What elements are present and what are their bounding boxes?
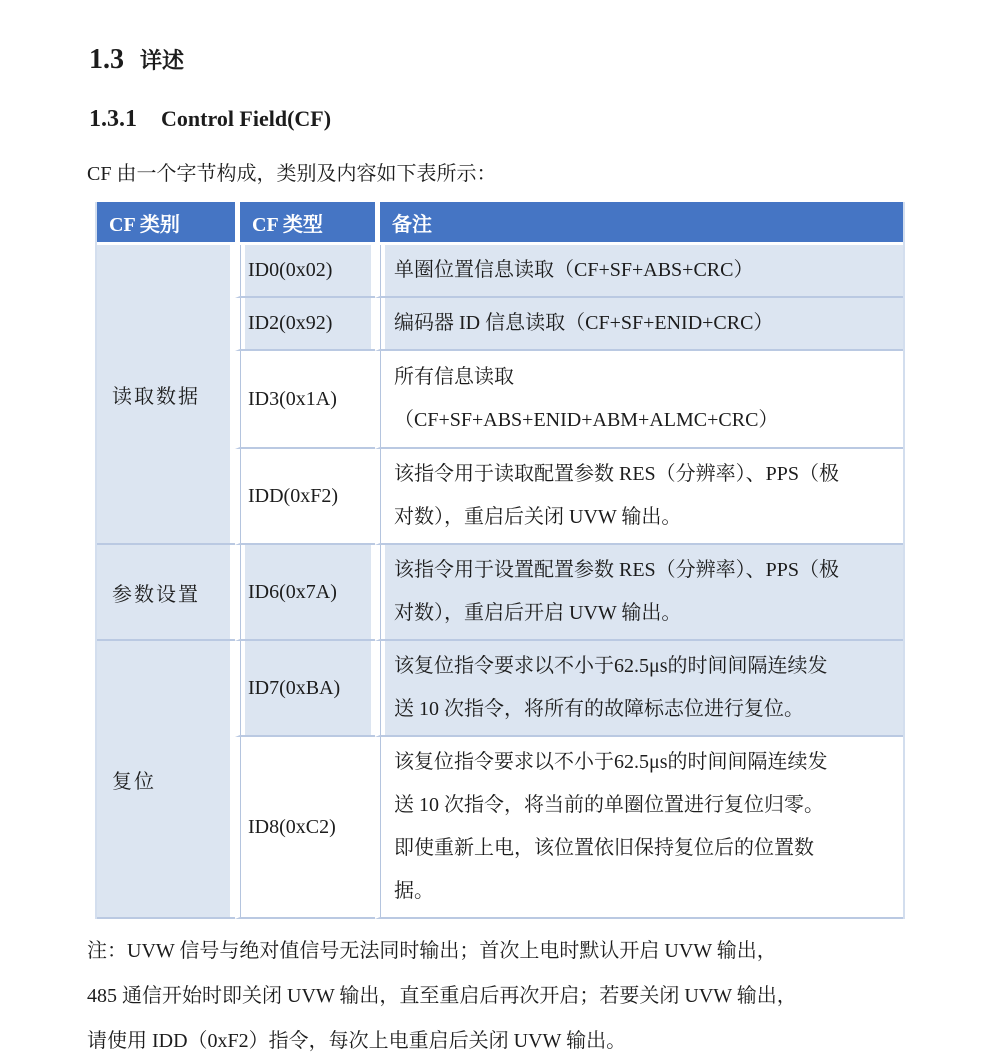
remark-line: 该指令用于读取配置参数 RES（分辨率）、PPS（极 (394, 463, 840, 485)
category-cell: 复位 (97, 641, 235, 919)
section-number: 1.3 (89, 44, 124, 75)
note-line: 485 通信开始时即关闭 UVW 输出，直至重启后再次开启；若要关闭 UVW 输出， (87, 985, 797, 1007)
remark-line: 编码器 ID 信息读取（CF+SF+ENID+CRC） (394, 312, 774, 334)
type-cell: ID8(0xC2) (235, 737, 375, 919)
table-row (97, 545, 903, 641)
section-title: 详述 (140, 48, 185, 73)
type-cell: ID0(0x02) (235, 245, 375, 298)
header-cell-remark: 备注 (375, 202, 903, 245)
remark-line: 对数），重启后关闭 UVW 输出。 (394, 506, 682, 528)
header-cell-type: CF 类型 (235, 202, 375, 245)
table-row (97, 245, 903, 298)
remark-line: 该复位指令要求以不小于62.5μs的时间间隔连续发 (394, 751, 828, 773)
type-cell: ID3(0x1A) (235, 351, 375, 449)
table-row (97, 641, 903, 737)
remark-line: 单圈位置信息读取（CF+SF+ABS+CRC） (394, 259, 754, 281)
type-cell: ID7(0xBA) (235, 641, 375, 737)
remark-cell (375, 449, 903, 545)
remark-cell (375, 351, 903, 449)
subsection-number: 1.3.1 (89, 106, 137, 132)
remark-cell (375, 298, 903, 351)
remark-cell (375, 245, 903, 298)
remark-line: 该指令用于设置配置参数 RES（分辨率）、PPS（极 (394, 559, 840, 581)
table-header-row (97, 202, 903, 245)
remark-line: 该复位指令要求以不小于62.5μs的时间间隔连续发 (394, 655, 828, 677)
remark-line: 即使重新上电，该位置依旧保持复位后的位置数 (394, 837, 814, 859)
remark-line: 对数），重启后开启 UVW 输出。 (394, 602, 682, 624)
category-cell: 读取数据 (97, 245, 235, 545)
remark-line: 送 10 次指令，将当前的单圈位置进行复位归零。 (394, 794, 824, 816)
note-line: 注：UVW 信号与绝对值信号无法同时输出；首次上电时默认开启 UVW 输出， (87, 940, 777, 962)
section-heading (89, 44, 905, 76)
category-cell: 参数设置 (97, 545, 235, 641)
type-cell: IDD(0xF2) (235, 449, 375, 545)
remark-line: 据。 (394, 880, 434, 902)
note-paragraph (87, 929, 905, 1060)
remark-cell (375, 737, 903, 919)
type-cell: ID2(0x92) (235, 298, 375, 351)
remark-cell (375, 545, 903, 641)
remark-line: （CF+SF+ABS+ENID+ABM+ALMC+CRC） (394, 409, 779, 431)
remark-cell (375, 641, 903, 737)
subsection-heading (89, 106, 905, 133)
remark-line: 送 10 次指令，将所有的故障标志位进行复位。 (394, 698, 804, 720)
remark-line: 所有信息读取 (394, 366, 514, 388)
type-cell: ID6(0x7A) (235, 545, 375, 641)
header-cell-category: CF 类别 (97, 202, 235, 245)
intro-paragraph: CF 由一个字节构成，类别及内容如下表所示： (87, 163, 497, 185)
page-content (87, 0, 905, 1060)
note-line: 请使用 IDD（0xF2）指令，每次上电重启后关闭 UVW 输出。 (87, 1030, 627, 1052)
cf-table (95, 202, 905, 919)
subsection-title: Control Field(CF) (161, 106, 332, 131)
